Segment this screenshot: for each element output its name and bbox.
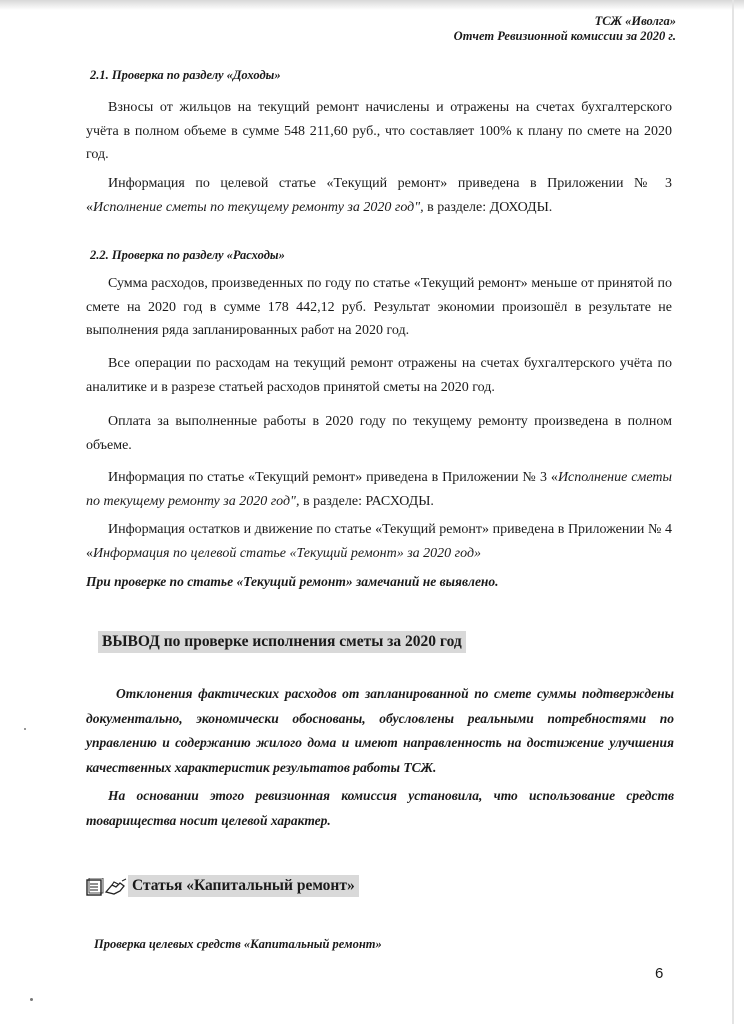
income-paragraph-2: Информация по целевой статье «Текущий ремонт» приведена в Приложении № 3 «Исполнение сметы по текущему ремонту за 2020 год", в разделе: ДОХОДЫ. xyxy=(86,176,672,215)
header-org: ТСЖ «Иволга» xyxy=(594,14,676,28)
page-number: 6 xyxy=(655,965,664,982)
verdict-paragraph-2: На основании этого ревизионная комиссия установила, что использование средств товарищества носит целевой характер. xyxy=(86,788,674,828)
verdict-title: ВЫВОД по проверке исполнения сметы за 2020 год xyxy=(98,631,466,653)
section-income-title: 2.1. Проверка по разделу «Доходы» xyxy=(90,68,281,82)
expenses-paragraph-1: Сумма расходов, произведенных по году по статье «Текущий ремонт» меньше от принятой по смете на 2020 год в сумме 178 442,12 руб. Результат экономии произошёл в результате не выполнения ряда запланированных работ на 2020 год. xyxy=(86,276,672,338)
scan-speck xyxy=(30,998,33,1001)
income-paragraph-1: Взносы от жильцов на текущий ремонт начислены и отражены на счетах бухгалтерского учёта в полном объеме в сумме 548 211,60 руб., что составляет 100% к плану по смете на 2020 год. xyxy=(86,100,672,162)
scan-right-edge xyxy=(732,0,734,1024)
expenses-conclusion: При проверке по статье «Текущий ремонт» замечаний не выявлено. xyxy=(86,574,499,589)
expenses-paragraph-3: Оплата за выполненные работы в 2020 году по текущему ремонту произведена в полном объеме. xyxy=(86,414,672,453)
section-expenses-title: 2.2. Проверка по разделу «Расходы» xyxy=(90,248,285,262)
verdict-paragraph-1: Отклонения фактических расходов от запланированной по смете суммы подтверждены документально, экономически обоснованы, обусловлены реальными потребностями по управлению и содержанию жилого дома и имеют направленность на достижение улучшения качественных характеристик результатов работы ТСЖ. xyxy=(86,686,674,775)
capital-repair-subtitle: Проверка целевых средств «Капитальный ремонт» xyxy=(94,937,382,951)
expenses-paragraph-4: Информация по статье «Текущий ремонт» приведена в Приложении № 3 «Исполнение сметы по текущему ремонту за 2020 год", в разделе: РАСХОДЫ. xyxy=(86,470,672,509)
header-report-title: Отчет Ревизионной комиссии за 2020 г. xyxy=(453,29,676,43)
capital-repair-title: Статья «Капитальный ремонт» xyxy=(128,875,359,897)
scan-top-shadow xyxy=(0,0,744,10)
document-hand-icon xyxy=(86,878,130,898)
scan-speck xyxy=(24,728,26,730)
expenses-paragraph-2: Все операции по расходам на текущий ремонт отражены на счетах бухгалтерского учёта по аналитике и в разрезе статьей расходов принятой сметы на 2020 год. xyxy=(86,356,672,395)
expenses-paragraph-5: Информация остатков и движение по статье «Текущий ремонт» приведена в Приложении № 4 «Информация по целевой статье «Текущий ремонт» за 2020 год» xyxy=(86,522,672,561)
